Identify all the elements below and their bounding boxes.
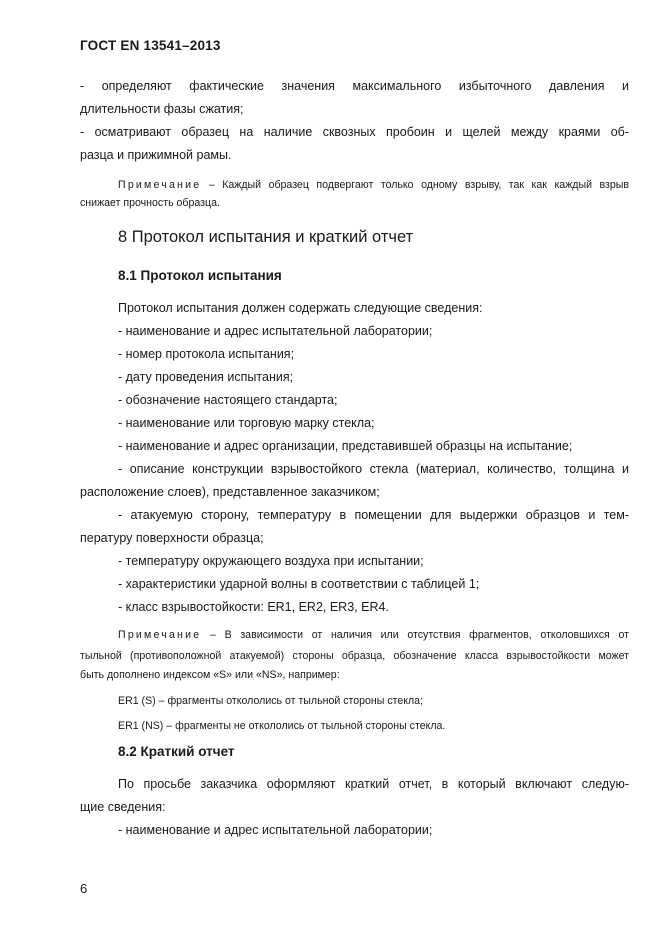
list-item: - описание конструкции взрывостойкого стекла (материал, количество, толщина и (118, 462, 629, 476)
note-line: тыльной (противоположной атакуемой) стороны образца, обозначение класса взрывостойкости может (80, 650, 629, 662)
list-item: - обозначение настоящего стандарта; (118, 393, 338, 407)
list-item: - наименование или торговую марку стекла; (118, 416, 375, 430)
list-item-continuation: пературу поверхности образца; (80, 531, 264, 545)
note-example: ER1 (S) – фрагменты откололись от тыльной стороны стекла; (118, 695, 424, 707)
list-item: - наименование и адрес организации, представившей образцы на испытание; (118, 439, 573, 453)
text-line: - определяют фактические значения максимального избыточного давления и (80, 79, 629, 93)
text-line: разца и прижимной рамы. (80, 148, 232, 162)
text-line: длительности фазы сжатия; (80, 102, 244, 116)
note-line: быть дополнено индексом «S» или «NS», например: (80, 669, 340, 681)
list-item-continuation: расположение слоев), представленное заказчиком; (80, 485, 380, 499)
list-item: - атакуемую сторону, температуру в помещении для выдержки образцов и тем- (118, 508, 629, 522)
list-item: - класс взрывостойкости: ER1, ER2, ER3, ER4. (118, 600, 389, 614)
paragraph: По просьбе заказчика оформляют краткий отчет, в который включают следую- (118, 777, 629, 791)
section-heading: 8 Протокол испытания и краткий отчет (118, 228, 414, 246)
page-number: 6 (80, 881, 88, 896)
list-item: - дату проведения испытания; (118, 370, 294, 384)
paragraph: Протокол испытания должен содержать следующие сведения: (118, 301, 483, 315)
note-text: – Каждый образец подвергают только одному взрыву, так как каждый взрыв (201, 179, 629, 191)
note-label: Примечание (118, 179, 202, 191)
note-label: Примечание (118, 629, 202, 641)
note-text: – В зависимости от наличия или отсутствия фрагментов, отколовшихся от (201, 629, 629, 641)
subsection-heading: 8.1 Протокол испытания (118, 268, 282, 283)
document-header: ГОСТ EN 13541–2013 (80, 38, 221, 53)
note-line (80, 178, 629, 192)
paragraph-continuation: щие сведения: (80, 800, 166, 814)
note-example: ER1 (NS) – фрагменты не откололись от тыльной стороны стекла. (118, 720, 446, 732)
list-item: - номер протокола испытания; (118, 347, 295, 361)
subsection-heading: 8.2 Краткий отчет (118, 744, 235, 759)
list-item: - температуру окружающего воздуха при испытании; (118, 554, 424, 568)
list-item: - наименование и адрес испытательной лаборатории; (118, 823, 433, 837)
text-line: - осматривают образец на наличие сквозных пробоин и щелей между краями об- (80, 125, 629, 139)
list-item: - наименование и адрес испытательной лаборатории; (118, 324, 433, 338)
note-line (80, 628, 629, 642)
list-item: - характеристики ударной волны в соответствии с таблицей 1; (118, 577, 480, 591)
note-line: снижает прочность образца. (80, 197, 220, 209)
